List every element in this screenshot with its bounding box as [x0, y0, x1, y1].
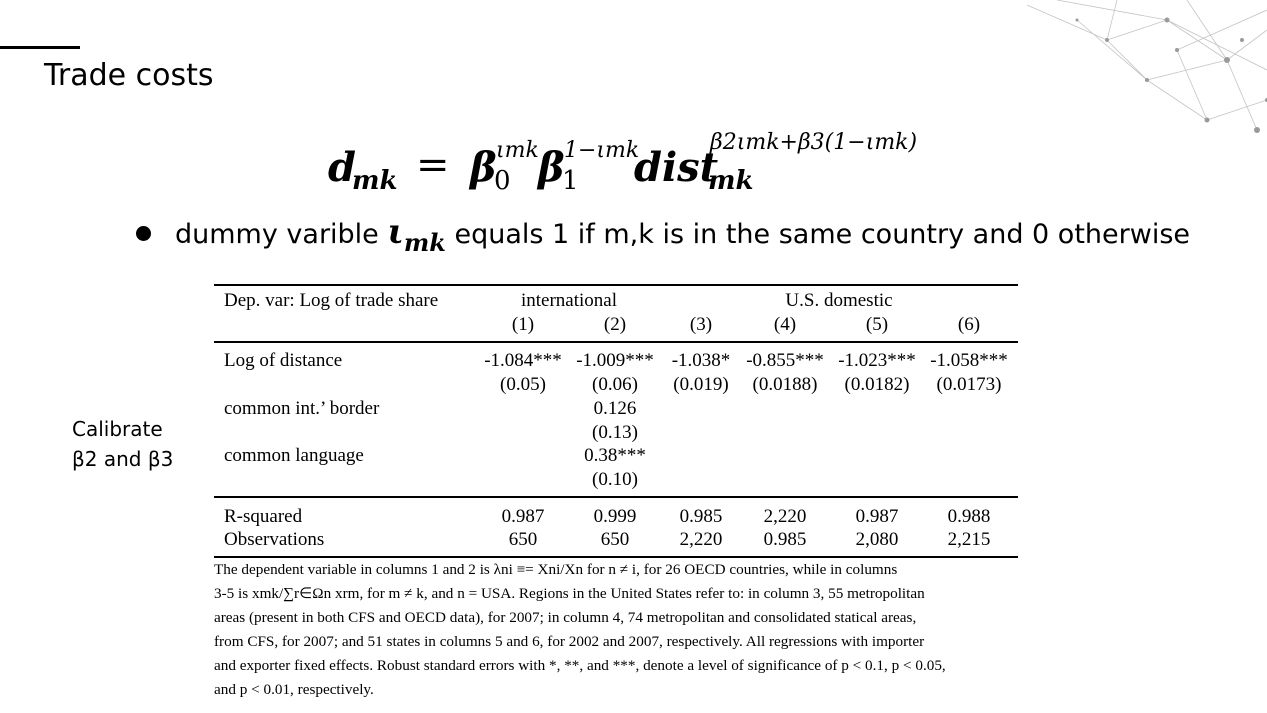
notes-line: The dependent variable in columns 1 and 2 is λni ≡= Xni/Xn for n ≠ i, for 26 OECD countries, while in columns	[214, 561, 898, 578]
group-international: international	[520, 290, 618, 311]
table-cell: -1.058***	[930, 350, 1008, 371]
column-header: (4)	[773, 314, 797, 335]
side-note-line1: Calibrate	[72, 417, 163, 441]
table-cell: (0.0182)	[844, 374, 910, 395]
table-cell: (0.05)	[500, 374, 546, 395]
formula-beta1-sup: 1−ιmk	[564, 138, 640, 163]
column-header: (2)	[603, 314, 627, 335]
table-notes	[214, 558, 1059, 702]
table-cell: 0.999	[593, 506, 637, 527]
side-note-line2: β2 and β3	[72, 447, 174, 471]
column-header: (3)	[689, 314, 713, 335]
table-cell: 0.38***	[584, 445, 646, 466]
row-label-distance: Log of distance	[224, 350, 343, 371]
table-cell: 650	[508, 529, 538, 550]
notes-line: and p < 0.01, respectively.	[214, 681, 374, 698]
slide-title: Trade costs	[44, 58, 214, 93]
notes-line: 3-5 is xmk/∑r∈Ωn xrm, for m ≠ k, and n = USA. Regions in the United States refer to: in column 3, 55 metropolitan	[214, 585, 925, 602]
table-cell: 0.987	[855, 506, 899, 527]
table-cell: 0.985	[679, 506, 723, 527]
bullet-dummy-variable	[136, 212, 1190, 257]
formula-lhs-sub: mk	[352, 166, 398, 196]
table-cell: -1.084***	[484, 350, 562, 371]
bullet-dot-icon	[136, 226, 151, 241]
table-cell: (0.10)	[592, 469, 638, 490]
table-stats-rule	[214, 496, 1018, 498]
table-cell: (0.06)	[592, 374, 638, 395]
table-cell: 2,220	[679, 529, 723, 550]
formula-dist: dist	[634, 144, 719, 191]
table-cell: (0.0188)	[752, 374, 818, 395]
table-cell: 650	[600, 529, 630, 550]
formula-dist-sub: mk	[708, 166, 754, 196]
title-accent-bar	[0, 46, 80, 49]
row-label-language: common language	[224, 445, 364, 466]
table-cell: 0.987	[501, 506, 545, 527]
bullet-text-pre: dummy varible	[175, 219, 379, 250]
row-label-observations: Observations	[224, 529, 325, 550]
side-note	[72, 414, 173, 474]
bullet-symbol-sub: mk	[403, 228, 446, 257]
table-cell: 2,215	[947, 529, 991, 550]
table-cell: -1.023***	[838, 350, 916, 371]
table-cell: (0.019)	[673, 374, 729, 395]
table-cell: -0.855***	[746, 350, 824, 371]
formula-beta1-sub: 1	[562, 166, 579, 196]
formula-beta0-sub: 0	[494, 166, 511, 196]
notes-line: from CFS, for 2007; and 51 states in columns 5 and 6, for 2002 and 2007, respectively. All regressions with importer	[214, 633, 925, 650]
formula-beta0: β	[470, 144, 497, 191]
table-cell: -1.009***	[576, 350, 654, 371]
formula-dist-sup: β2ιmk+β3(1−ιmk)	[710, 130, 918, 155]
group-us-domestic: U.S. domestic	[785, 290, 893, 311]
row-label-rsquared: R-squared	[224, 506, 303, 527]
table-cell: 0.988	[947, 506, 991, 527]
table-cell: 0.985	[763, 529, 807, 550]
formula-equals: =	[416, 142, 450, 188]
notes-line: and exporter fixed effects. Robust standard errors with *, **, and ***, denote a level of significance of p < 0.1, p < 0.05,	[214, 657, 946, 674]
table-cell: (0.13)	[592, 422, 638, 443]
table-header-label: Dep. var: Log of trade share	[224, 290, 439, 311]
column-header: (6)	[957, 314, 981, 335]
row-label-border: common int.’ border	[224, 398, 380, 419]
table-cell: 2,080	[855, 529, 899, 550]
notes-line: areas (present in both CFS and OECD data), for 2007; in column 4, 74 metropolitan and consolidated statical areas,	[214, 609, 917, 626]
column-header: (1)	[511, 314, 535, 335]
formula-beta0-sup: ιmk	[496, 138, 539, 163]
bullet-symbol: ι	[387, 212, 404, 252]
table-header-rule	[214, 341, 1018, 343]
table-cell: 2,220	[763, 506, 807, 527]
network-graph-decoration	[1017, 0, 1267, 140]
column-header: (5)	[865, 314, 889, 335]
bullet-text-post: equals 1 if m,k is in the same country and 0 otherwise	[454, 219, 1190, 250]
formula-beta1: β	[538, 144, 565, 191]
trade-cost-formula	[328, 118, 968, 198]
formula-lhs: d	[328, 144, 356, 191]
table-cell: -1.038*	[671, 350, 731, 371]
table-cell: (0.0173)	[936, 374, 1002, 395]
table-cell: 0.126	[593, 398, 637, 419]
table-top-rule	[214, 284, 1018, 286]
